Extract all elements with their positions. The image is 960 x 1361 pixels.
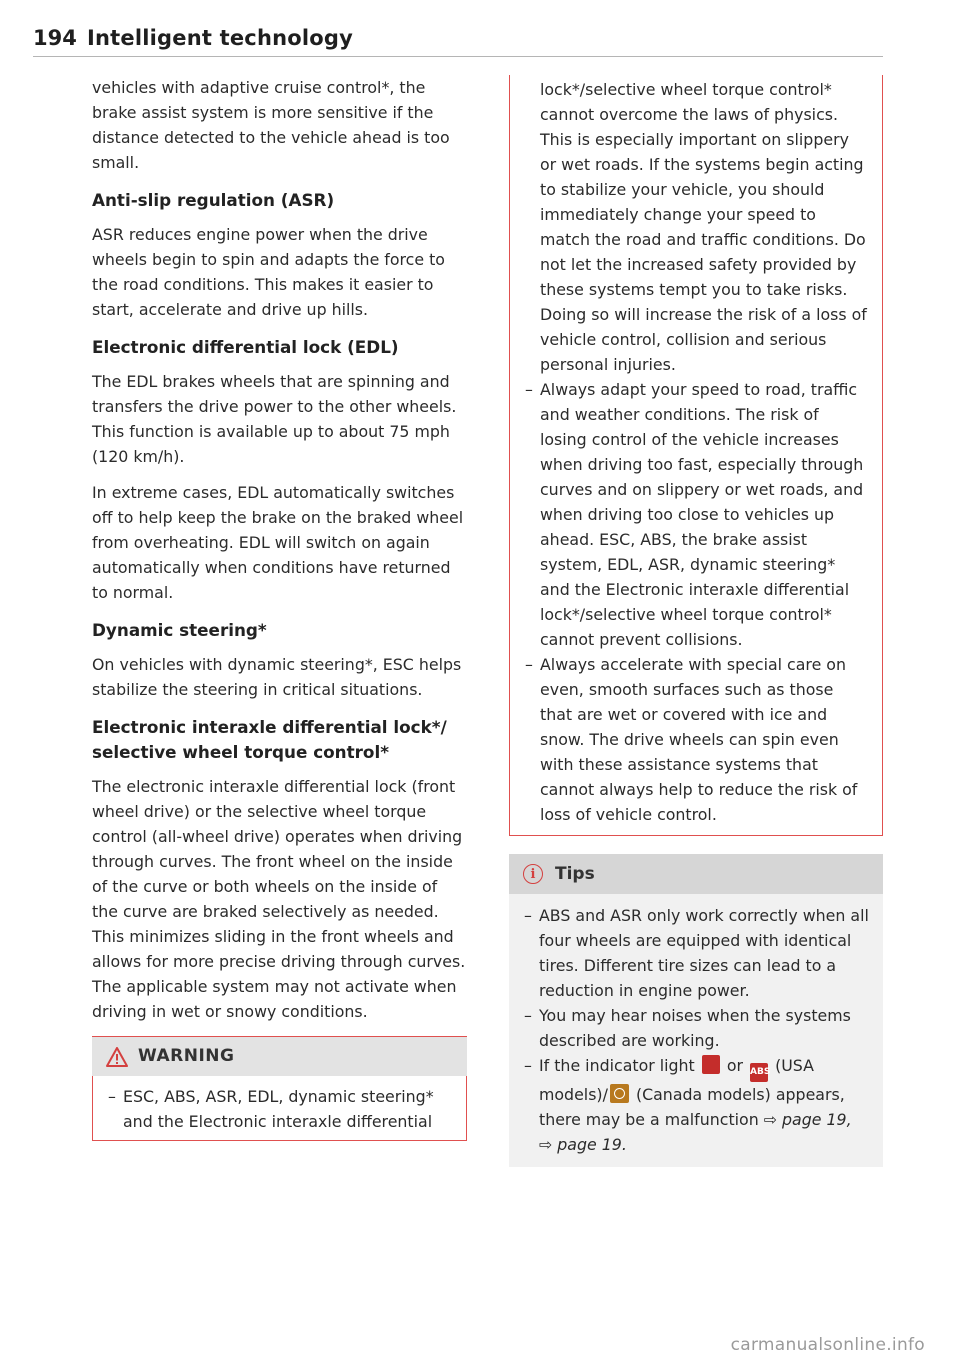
section-title: Intelligent technology [87,26,354,50]
edl-paragraph-1: The EDL brakes wheels that are spinning and transfers the drive power to the other wheels. This function is available up to about 75 mph (120 km/h). [92,372,457,466]
page-reference-link[interactable]: ⇨ page 19. [539,1135,627,1154]
dynamic-steering-paragraph: On vehicles with dynamic steering*, ESC helps stabilize the steering in critical situations. [92,655,462,699]
interaxle-paragraph: The electronic interaxle differential lock (front wheel drive) or the selective wheel torque control (all-wheel drive) operates when driving through curves. The front wheel on the inside of the curve or both wheels on the inside of the curve are braked selectively as needed. This minimizes sliding in the front wheels and allows for more precise driving through curves. The applicable system may not activate when driving in wet or snowy conditions. [92,777,466,1021]
tips-item-text-a: If the indicator light [539,1056,695,1075]
abs-indicator-icon: ABS [750,1063,768,1082]
warning-title: WARNING [138,1046,235,1066]
warning-item: – ESC, ABS, ASR, EDL, dynamic steering* and the Electronic interaxle differential [108,1084,451,1134]
brake-warning-indicator-icon [702,1055,720,1074]
warning-triangle-icon [106,1047,128,1067]
interaxle-heading: Electronic interaxle differential lock*/ selective wheel torque control* [92,717,447,762]
warning-list-continued [525,77,867,827]
asr-paragraph: ASR reduces engine power when the drive wheels begin to spin and adapts the force to the road conditions. This makes it easier to start, accelerate and drive up hills. [92,225,445,319]
dynamic-steering-heading: Dynamic steering* [92,620,267,640]
tips-header [509,854,883,894]
warning-item: – Always accelerate with special care on even, smooth surfaces such as those that are wet or covered with ice and snow. The drive wheels can spin even with these assistance systems that cannot always help to reduce the risk of loss of vehicle control. [525,652,867,827]
warning-item-continued: lock*/selective wheel torque control* cannot overcome the laws of physics. This is especially important on slippery or wet roads. If the systems begin acting to stabilize your vehicle, you should immediately change your speed to match the road and traffic conditions. Do not let the increased safety provided by these systems tempt you to take risks. Doing so will increase the risk of a loss of vehicle control, collision and serious personal injuries. [540,80,867,374]
tips-box [509,854,883,1167]
edl-heading: Electronic differential lock (EDL) [92,337,399,357]
warning-box-continued [509,75,883,836]
intro-paragraph: vehicles with adaptive cruise control*, the brake assist system is more sensitive if the distance detected to the vehicle ahead is too small. [92,78,450,172]
left-column [92,75,467,1141]
warning-body [93,1076,466,1140]
tips-item-or: or [726,1056,743,1075]
page-header [33,22,883,57]
info-icon: i [523,864,543,884]
tips-body [509,894,883,1167]
tips-list [524,903,869,1157]
warning-header [92,1036,467,1076]
tips-item: – You may hear noises when the systems described are working. [524,1003,869,1053]
tips-title: Tips [555,863,595,884]
warning-item: – Always adapt your speed to road, traffic and weather conditions. The risk of losing control of the vehicle increases when driving too fast, especially through curves and on slippery or wet roads, and when driving too close to vehicles up ahead. ESC, ABS, the brake assist system, EDL, ASR, dynamic steering* and the Electronic interaxle differential lock*/selective wheel torque control* cannot prevent collisions. [525,377,867,652]
watermark: carmanualsonline.info [730,1335,925,1355]
page-reference-link[interactable]: ⇨ page 19, [763,1110,852,1129]
tips-item: – ABS and ASR only work correctly when all four wheels are equipped with identical tires. Different tire sizes can lead to a reduction in engine power. [524,903,869,1003]
right-column [509,75,883,1167]
tips-item-text-c: (Canada models) appears, there may be a malfunction [539,1085,845,1129]
asr-heading: Anti-slip regulation (ASR) [92,190,335,210]
warning-box [92,1036,467,1141]
page-number: 194 [33,26,77,50]
warning-list [108,1084,451,1134]
abs-canada-indicator-icon [610,1084,629,1103]
tips-item-indicator [524,1053,869,1157]
tips-item-text-b: (USA models)/ [539,1056,814,1104]
edl-paragraph-2: In extreme cases, EDL automatically switches off to help keep the brake on the braked wheel from overheating. EDL will switch on again automatically when conditions have returned to normal. [92,483,464,602]
